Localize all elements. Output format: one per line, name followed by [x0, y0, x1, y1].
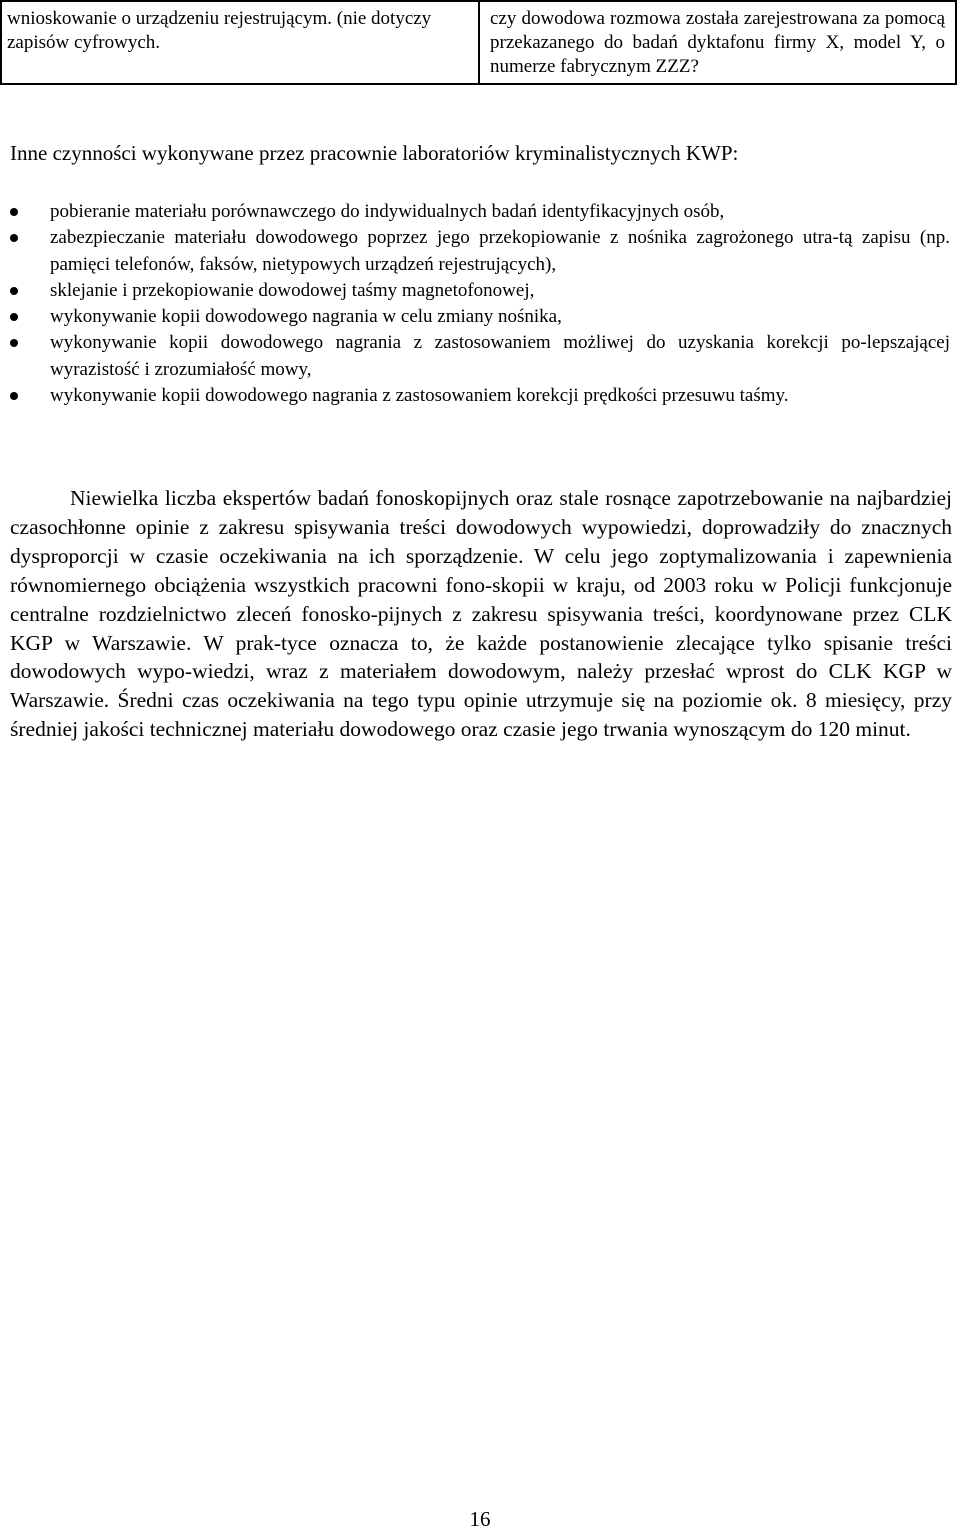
page-number: 16 [469, 1507, 491, 1531]
list-item [0, 383, 950, 409]
list-item [0, 225, 950, 278]
bullet-icon [10, 287, 18, 295]
table-cell-right: czy dowodowa rozmowa została zarejestrowana za pomocą przekazanego do badań dyktafonu firmy X, model Y, o numerze fabrycznym ZZZ? [490, 8, 945, 77]
list-item [0, 304, 950, 330]
table-fragment [0, 0, 957, 85]
bullet-icon [10, 208, 18, 216]
bullet-icon [10, 339, 18, 347]
list-item-text: wykonywanie kopii dowodowego nagrania z zastosowaniem korekcji prędkości przesuwu taśmy. [50, 385, 789, 407]
list-item [0, 278, 950, 304]
body-paragraph: Niewielka liczba ekspertów badań fonoskopijnych oraz stale rosnące zapotrzebowanie na najbardziej czasochłonne opinie z zakresu spisywania treści dowodowych wypowiedzi, doprowadziły do znacznych dysproporcji w czasie oczekiwania na ich sporządzenie. W celu jego zoptymalizowania i zapewnienia równomiernego obciążenia wszystkich pracowni fono-skopii w kraju, od 2003 roku w Policji funkcjonuje centralne rozdzielnictwo zleceń fonosko-pijnych z zakresu spisywania treści, koordynowane przez CLK KGP w Warszawie. W prak-tyce oznacza to, że każde postanowienie zlecające tylko spisanie treści dowodowych wypo-wiedzi, wraz z materiałem dowodowym, należy przesłać wprost do CLK KGP w Warszawie. Średni czas oczekiwania na tego typu opinie utrzymuje się na poziomie ok. 8 miesięcy, przy średniej jakości technicznej materiału dowodowego oraz czasie jego trwania wynoszącym do 120 minut. [10, 486, 952, 742]
bullet-icon [10, 392, 18, 400]
list-item-text: wykonywanie kopii dowodowego nagrania w celu zmiany nośnika, [50, 306, 562, 328]
list-item [0, 330, 950, 383]
list-item-text: wykonywanie kopii dowodowego nagrania z zastosowaniem możliwej do uzyskania korekcji po-lepszającej wyrazistość i zrozumiałość mowy, [50, 332, 950, 380]
list-item-text: pobieranie materiału porównawczego do indywidualnych badań identyfikacyjnych osób, [50, 201, 725, 222]
list-item [0, 199, 950, 225]
list-item-text: zabezpieczanie materiału dowodowego poprzez jego przekopiowanie z nośnika zagrożonego utra-tą zapisu (np. pamięci telefonów, faksów, nietypowych urządzeń rejestrujących), [50, 227, 950, 275]
bullet-icon [10, 234, 18, 242]
bullet-icon [10, 313, 18, 321]
section-intro: Inne czynności wykonywane przez pracownie laboratoriów kryminalistycznych KWP: [10, 141, 739, 165]
list-item-text: sklejanie i przekopiowanie dowodowej taśmy magnetofonowej, [50, 279, 535, 301]
table-cell-left: wnioskowanie o urządzeniu rejestrującym. (nie dotyczy zapisów cyfrowych. [2, 2, 480, 83]
bullet-list [0, 199, 950, 409]
